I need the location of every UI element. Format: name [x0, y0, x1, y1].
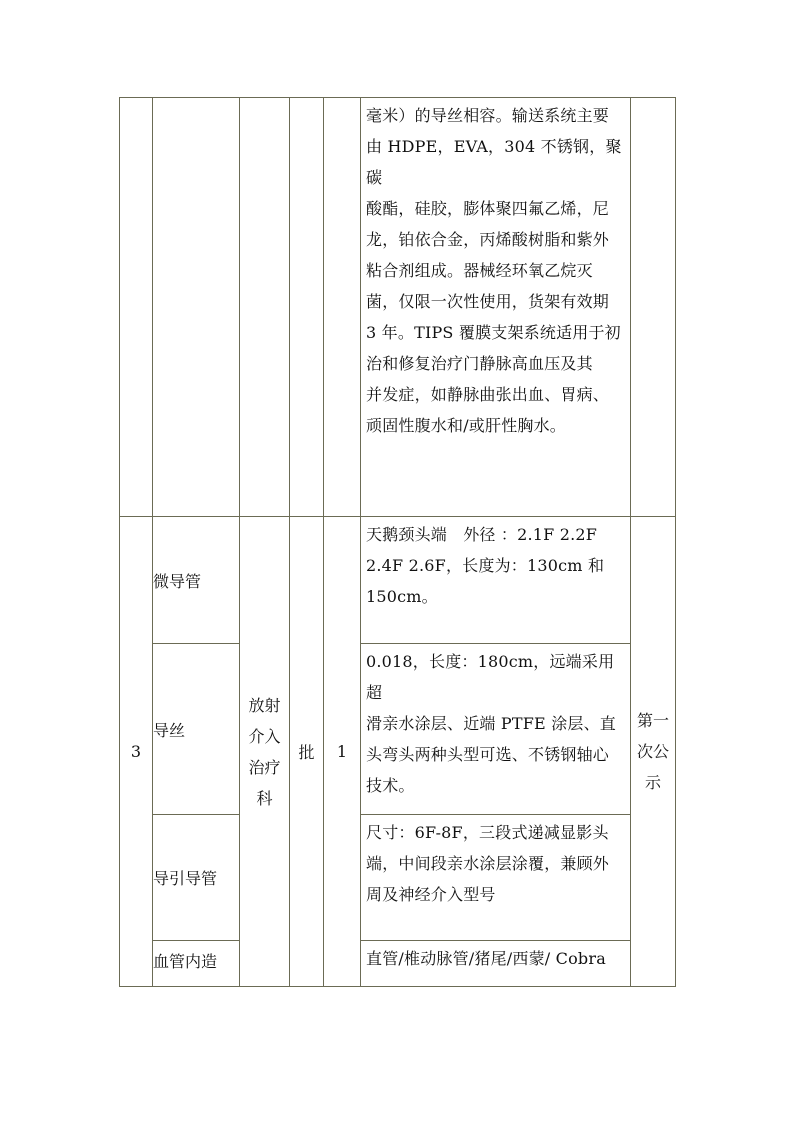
item-name: 微导管: [153, 571, 202, 591]
description-line: 酸酯，硅胶，膨体聚四氟乙烯，尼: [366, 199, 610, 218]
description-line: 由 HDPE，EVA，304 不锈钢，聚碳: [366, 137, 622, 187]
table-row: [120, 644, 676, 815]
description-line: 治和修复治疗门静脉高血压及其: [366, 354, 593, 373]
quantity-text: 1: [336, 742, 348, 761]
item-name: 血管内造: [153, 952, 218, 971]
table-row-continuation: [120, 98, 676, 517]
description-line: 技术。: [366, 776, 415, 795]
cell-name: [153, 815, 240, 941]
cell-description: [361, 941, 631, 987]
description-line: 菌，仅限一次性使用，货架有效期: [366, 292, 610, 311]
cell-description: [361, 98, 631, 517]
cell-department: [240, 98, 290, 517]
item-name: 导引导管: [153, 869, 218, 888]
cell-description: [361, 644, 631, 815]
cell-description: [361, 517, 631, 644]
description-line: 周及神经介入型号: [366, 885, 496, 904]
cell-description: [361, 815, 631, 941]
description-line: 尺寸：6F-8F，三段式递减显影头: [366, 823, 609, 842]
remark-text: 第一次公示: [636, 711, 669, 792]
department-text: 放射介入治疗科: [248, 695, 281, 808]
description-line: 龙，铂依合金，丙烯酸树脂和紫外: [366, 230, 610, 249]
cell-unit: [290, 517, 324, 987]
procurement-table: [119, 97, 676, 987]
table-row: [120, 941, 676, 987]
table-row: [120, 517, 676, 644]
description-text: [361, 941, 630, 974]
cell-unit: [290, 98, 324, 517]
cell-name: [153, 98, 240, 517]
unit-text: 批: [298, 743, 315, 762]
description-line: 2.4F 2.6F，长度为：130cm 和: [366, 556, 605, 575]
description-line: 端，中间段亲水涂层涂覆，兼顾外: [366, 854, 610, 873]
description-text: [361, 644, 630, 801]
description-line: 并发症，如静脉曲张出血、胃病、: [366, 385, 610, 404]
description-line: 滑亲水涂层、近端 PTFE 涂层、直: [366, 714, 616, 733]
cell-remark: [631, 517, 676, 987]
description-text: [361, 815, 630, 910]
description-line: 150cm。: [366, 587, 438, 606]
cell-name: [153, 644, 240, 815]
description-line: 天鹅颈头端 外径 ：2.1F 2.2F: [366, 525, 598, 544]
row-number: 3: [130, 742, 142, 761]
table-row: [120, 815, 676, 941]
cell-remark: [631, 98, 676, 517]
description-line: 直管/椎动脉管/猪尾/西蒙/ Cobra: [366, 949, 606, 968]
cell-quantity: [324, 517, 361, 987]
description-text: [361, 517, 630, 612]
cell-number: [120, 517, 153, 987]
description-line: 粘合剂组成。器械经环氧乙烷灭: [366, 261, 593, 280]
cell-quantity: [324, 98, 361, 517]
description-line: 3 年。TIPS 覆膜支架系统适用于初: [366, 323, 621, 342]
description-line: 头弯头两种头型可选、不锈钢轴心: [366, 745, 610, 764]
cell-department: [240, 517, 290, 987]
item-name: 导丝: [153, 720, 186, 740]
cell-number: [120, 98, 153, 517]
cell-name: [153, 941, 240, 987]
description-line: 顽固性腹水和/或肝性胸水。: [366, 416, 566, 435]
description-line: 0.018，长度：180cm，远端采用超: [366, 652, 615, 702]
cell-name: [153, 517, 240, 644]
description-line: 毫米）的导丝相容。输送系统主要: [366, 106, 610, 125]
description-text: [361, 98, 630, 441]
